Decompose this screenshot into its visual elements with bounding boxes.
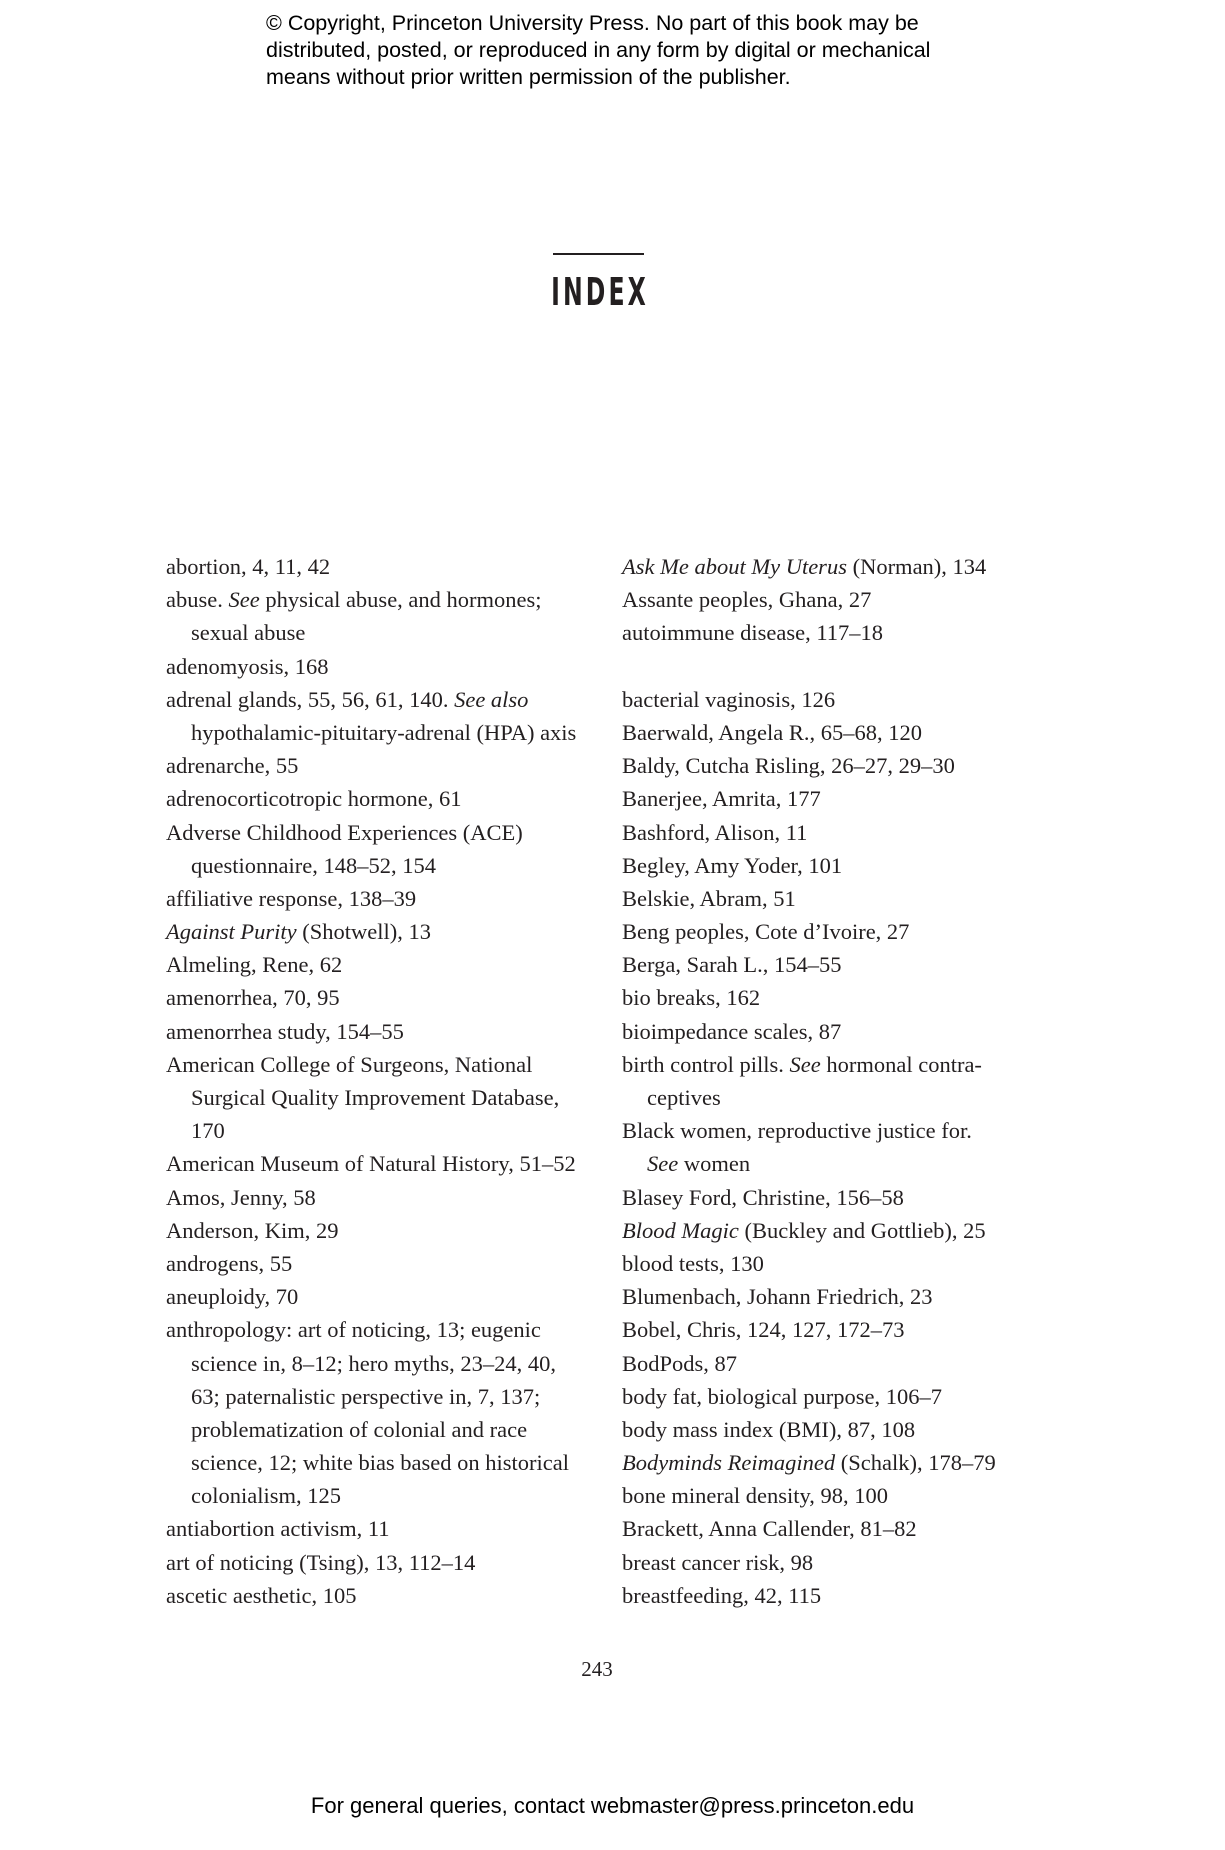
index-entry-line — [166, 816, 586, 849]
index-entry-line — [166, 683, 586, 716]
entry-rest: women — [678, 1151, 751, 1177]
index-entry-line — [622, 716, 1042, 749]
index-entry-line — [622, 948, 1042, 981]
entry-text: bacterial vaginosis, 126 — [622, 686, 836, 712]
page-number: 243 — [581, 1657, 613, 1681]
entry-text: body fat, biological purpose, 106–7 — [622, 1383, 942, 1409]
entry-text: 63; paternalistic perspective in, 7, 137; — [191, 1383, 541, 1409]
index-spacer — [622, 650, 1042, 683]
copyright-line: distributed, posted, or reproduced in any form by digital or mechanical — [266, 38, 931, 62]
copyright-notice — [266, 10, 1026, 91]
entry-italic: Blood Magic — [622, 1217, 739, 1243]
index-entry-line — [166, 1546, 586, 1579]
index-entry-line — [622, 1579, 1042, 1612]
entry-text: breast cancer risk, 98 — [622, 1549, 814, 1575]
entry-text: Beng peoples, Cote d’Ivoire, 27 — [622, 919, 910, 945]
index-entry-line — [622, 1446, 1042, 1479]
index-entry-line — [166, 650, 586, 683]
entry-text: body mass index (BMI), 87, 108 — [622, 1416, 916, 1442]
entry-text: Banerjee, Amrita, 177 — [622, 786, 821, 812]
index-entry-line — [166, 1579, 586, 1612]
entry-text: art of noticing (Tsing), 13, 112–14 — [166, 1549, 476, 1575]
entry-italic: See — [228, 587, 260, 613]
entry-text: sexual abuse — [191, 620, 306, 646]
entry-text: anthropology: art of noticing, 13; eugenic — [166, 1317, 541, 1343]
entry-text: abuse. — [166, 587, 229, 613]
entry-text: science, 12; white bias based on historical — [191, 1450, 570, 1476]
index-entry-line — [166, 882, 586, 915]
entry-text: abortion, 4, 11, 42 — [166, 554, 331, 579]
entry-text: androgens, 55 — [166, 1250, 293, 1276]
index-entry-line — [622, 1546, 1042, 1579]
entry-text: antiabortion activism, 11 — [166, 1516, 390, 1542]
index-entry-line — [166, 915, 586, 948]
entry-text: Belskie, Abram, 51 — [622, 885, 796, 911]
entry-text: Amos, Jenny, 58 — [166, 1184, 316, 1210]
entry-text: adrenocorticotropic hormone, 61 — [166, 786, 462, 812]
entry-text: Bashford, Alison, 11 — [622, 819, 808, 845]
index-entry-line — [622, 1015, 1042, 1048]
entry-rest: physical abuse, and hormones; — [259, 587, 542, 613]
entry-text: problematization of colonial and race — [191, 1416, 528, 1442]
entry-text: ceptives — [647, 1085, 721, 1110]
entry-text: aneuploidy, 70 — [166, 1284, 299, 1310]
entry-text: BodPods, 87 — [622, 1350, 738, 1376]
entry-rest: (Buckley and Gottlieb), 25 — [738, 1217, 986, 1243]
index-entry-line — [622, 915, 1042, 948]
index-entry-line — [622, 749, 1042, 782]
entry-text: adrenarche, 55 — [166, 753, 299, 779]
index-column-left — [166, 550, 586, 1612]
index-entry-line — [622, 550, 1042, 583]
index-entry-line — [166, 550, 586, 583]
entry-text: bone mineral density, 98, 100 — [622, 1483, 888, 1509]
index-entry-line — [166, 1214, 586, 1247]
index-entry-line — [166, 1181, 586, 1214]
index-entry-line — [622, 1247, 1042, 1280]
index-column-right — [622, 550, 1042, 1612]
entry-rest: (Shotwell), 13 — [296, 919, 431, 945]
title-rule — [553, 253, 644, 255]
index-entry-line — [166, 749, 586, 782]
index-entry-line — [166, 1413, 586, 1446]
entry-text: Bobel, Chris, 124, 127, 172–73 — [622, 1317, 905, 1343]
index-entry-line — [622, 1380, 1042, 1413]
index-entry-line — [622, 583, 1042, 616]
entry-text: Black women, reproductive justice for. — [622, 1118, 972, 1144]
entry-text: Baerwald, Angela R., 65–68, 120 — [622, 719, 922, 745]
index-entry-line — [166, 1147, 586, 1180]
entry-text: affiliative response, 138–39 — [166, 885, 417, 911]
entry-rest: (Norman), 134 — [846, 554, 987, 579]
entry-text: amenorrhea study, 154–55 — [166, 1018, 404, 1044]
entry-text: science in, 8–12; hero myths, 23–24, 40, — [191, 1350, 556, 1376]
index-entry-line — [166, 1479, 586, 1512]
entry-text: birth control pills. — [622, 1051, 790, 1077]
index-entry-line — [622, 882, 1042, 915]
entry-text: colonialism, 125 — [191, 1483, 341, 1509]
footer-contact: For general queries, contact webmaster@press.princeton.edu — [310, 1793, 915, 1818]
index-entry-line — [622, 849, 1042, 882]
index-entry-line — [622, 616, 1042, 649]
entry-italic: Ask Me about My Uterus — [622, 554, 847, 579]
index-entry-line — [622, 1114, 1042, 1147]
index-entry-line — [166, 1280, 586, 1313]
entry-rest: hormonal contra- — [820, 1051, 982, 1077]
index-entry-line — [622, 816, 1042, 849]
index-entry-line — [622, 1048, 1042, 1081]
entry-text: American Museum of Natural History, 51–52 — [166, 1151, 576, 1177]
index-entry-line — [622, 1147, 1042, 1180]
index-entry-line — [622, 1181, 1042, 1214]
entry-text: Blumenbach, Johann Friedrich, 23 — [622, 1284, 933, 1310]
index-entry-line — [622, 1347, 1042, 1380]
index-entry-line — [622, 1512, 1042, 1545]
entry-text: 170 — [191, 1118, 225, 1144]
entry-text: adrenal glands, 55, 56, 61, 140. — [166, 686, 455, 712]
index-entry-line — [166, 1313, 586, 1346]
index-entry-line — [622, 1413, 1042, 1446]
index-entry-line — [166, 1015, 586, 1048]
index-entry-line — [166, 849, 586, 882]
index-entry-line — [166, 1247, 586, 1280]
entry-rest: (Schalk), 178–79 — [835, 1450, 996, 1476]
entry-text: Surgical Quality Improvement Database, — [191, 1085, 560, 1110]
index-entry-line — [166, 716, 586, 749]
entry-text: adenomyosis, 168 — [166, 653, 329, 679]
entry-italic: Against Purity — [166, 919, 297, 945]
entry-text: amenorrhea, 70, 95 — [166, 985, 340, 1011]
entry-text: Brackett, Anna Callender, 81–82 — [622, 1516, 917, 1542]
entry-text: bio breaks, 162 — [622, 985, 761, 1011]
index-entry-line — [166, 948, 586, 981]
index-entry-line — [622, 683, 1042, 716]
entry-text: Anderson, Kim, 29 — [166, 1217, 339, 1243]
entry-text: questionnaire, 148–52, 154 — [191, 852, 436, 878]
entry-italic: Bodyminds Reimagined — [622, 1450, 836, 1476]
entry-italic: See — [647, 1151, 679, 1177]
index-entry-line — [166, 583, 586, 616]
index-entry-line — [622, 782, 1042, 815]
entry-text: autoimmune disease, 117–18 — [622, 620, 883, 646]
index-entry-line — [622, 1479, 1042, 1512]
entry-text: breastfeeding, 42, 115 — [622, 1582, 822, 1608]
index-entry-line — [166, 1446, 586, 1479]
entry-italic: See — [789, 1051, 821, 1077]
index-entry-line — [166, 1512, 586, 1545]
entry-text: Assante peoples, Ghana, 27 — [622, 587, 872, 613]
index-entry-line — [166, 1114, 586, 1147]
index-entry-line — [166, 1380, 586, 1413]
index-entry-line — [622, 1214, 1042, 1247]
entry-text: Baldy, Cutcha Risling, 26–27, 29–30 — [622, 753, 955, 779]
index-entry-line — [166, 782, 586, 815]
index-entry-line — [622, 981, 1042, 1014]
entry-text: hypothalamic-pituitary-adrenal (HPA) axis — [191, 719, 577, 745]
page-title: INDEX — [551, 270, 649, 314]
entry-text: American College of Surgeons, National — [166, 1051, 533, 1077]
index-entry-line — [166, 1081, 586, 1114]
entry-text: ascetic aesthetic, 105 — [166, 1582, 357, 1608]
copyright-line: © Copyright, Princeton University Press. No part of this book may be — [266, 11, 919, 35]
entry-text: Almeling, Rene, 62 — [166, 952, 343, 978]
entry-italic: See also — [454, 686, 529, 712]
index-entry-line — [622, 1081, 1042, 1114]
index-entry-line — [622, 1280, 1042, 1313]
entry-text: Begley, Amy Yoder, 101 — [622, 852, 843, 878]
entry-text: Adverse Childhood Experiences (ACE) — [166, 819, 523, 845]
index-entry-line — [166, 981, 586, 1014]
index-entry-line — [166, 1347, 586, 1380]
entry-text: Blasey Ford, Christine, 156–58 — [622, 1184, 904, 1210]
entry-text: blood tests, 130 — [622, 1250, 764, 1276]
entry-text: bioimpedance scales, 87 — [622, 1018, 842, 1044]
copyright-line: means without prior written permission of the publisher. — [266, 65, 791, 89]
index-entry-line — [166, 1048, 586, 1081]
entry-text: Berga, Sarah L., 154–55 — [622, 952, 842, 978]
index-entry-line — [622, 1313, 1042, 1346]
index-entry-line — [166, 616, 586, 649]
